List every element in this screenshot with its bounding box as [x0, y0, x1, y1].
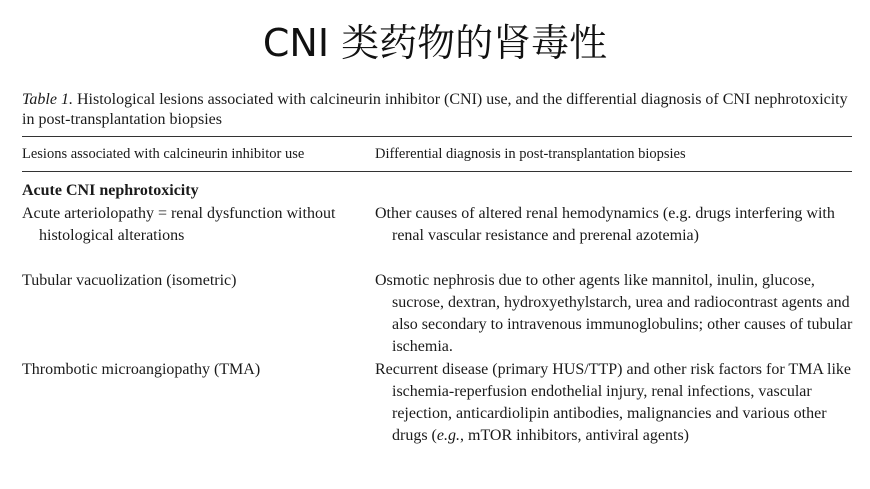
diagnosis-cell: Other causes of altered renal hemodynamics (e.g. drugs interfering with renal vascular resistance and prerenal azotemia): [375, 205, 835, 244]
diagnosis-text-end: , mTOR inhibitors, antiviral agents): [460, 427, 690, 444]
lesion-cell: Acute arteriolopathy = renal dysfunction without histological alterations: [22, 205, 336, 244]
lesion-cell: Tubular vacuolization (isometric): [22, 272, 237, 289]
slide-title: CNI 类药物的肾毒性: [262, 21, 608, 65]
column-header-lesions: Lesions associated with calcineurin inhibitor use: [22, 146, 305, 162]
caption-text: Histological lesions associated with calcineurin inhibitor (CNI) use, and the differential diagnosis of CNI nephrotoxicity in post-transplantation biopsies: [22, 91, 848, 128]
diagnosis-emphasis: e.g.: [436, 427, 460, 444]
header-rule: [22, 171, 852, 172]
table-caption: [22, 90, 852, 130]
section-heading: Acute CNI nephrotoxicity: [22, 182, 199, 199]
diagnosis-cell: [375, 359, 862, 447]
column-header-diagnosis: Differential diagnosis in post-transplantation biopsies: [375, 146, 686, 162]
diagnosis-cell: Osmotic nephrosis due to other agents like mannitol, inulin, glucose, sucrose, dextran, hydroxyethylstarch, urea and radiocontrast agents and also secondary to intravenous immunoglobulins; other causes of tubular ischemia.: [375, 272, 853, 355]
lesion-cell: Thrombotic microangiopathy (TMA): [22, 361, 261, 378]
caption-label: Table 1.: [22, 91, 73, 108]
top-rule: [22, 136, 852, 137]
diagnosis-text: Recurrent disease (primary HUS/TTP) and other risk factors for TMA like ischemia-reperfusion endothelial injury, renal infections, vascular rejection, anticardiolipin antibodies, malignancies and various other drugs (: [375, 361, 852, 444]
